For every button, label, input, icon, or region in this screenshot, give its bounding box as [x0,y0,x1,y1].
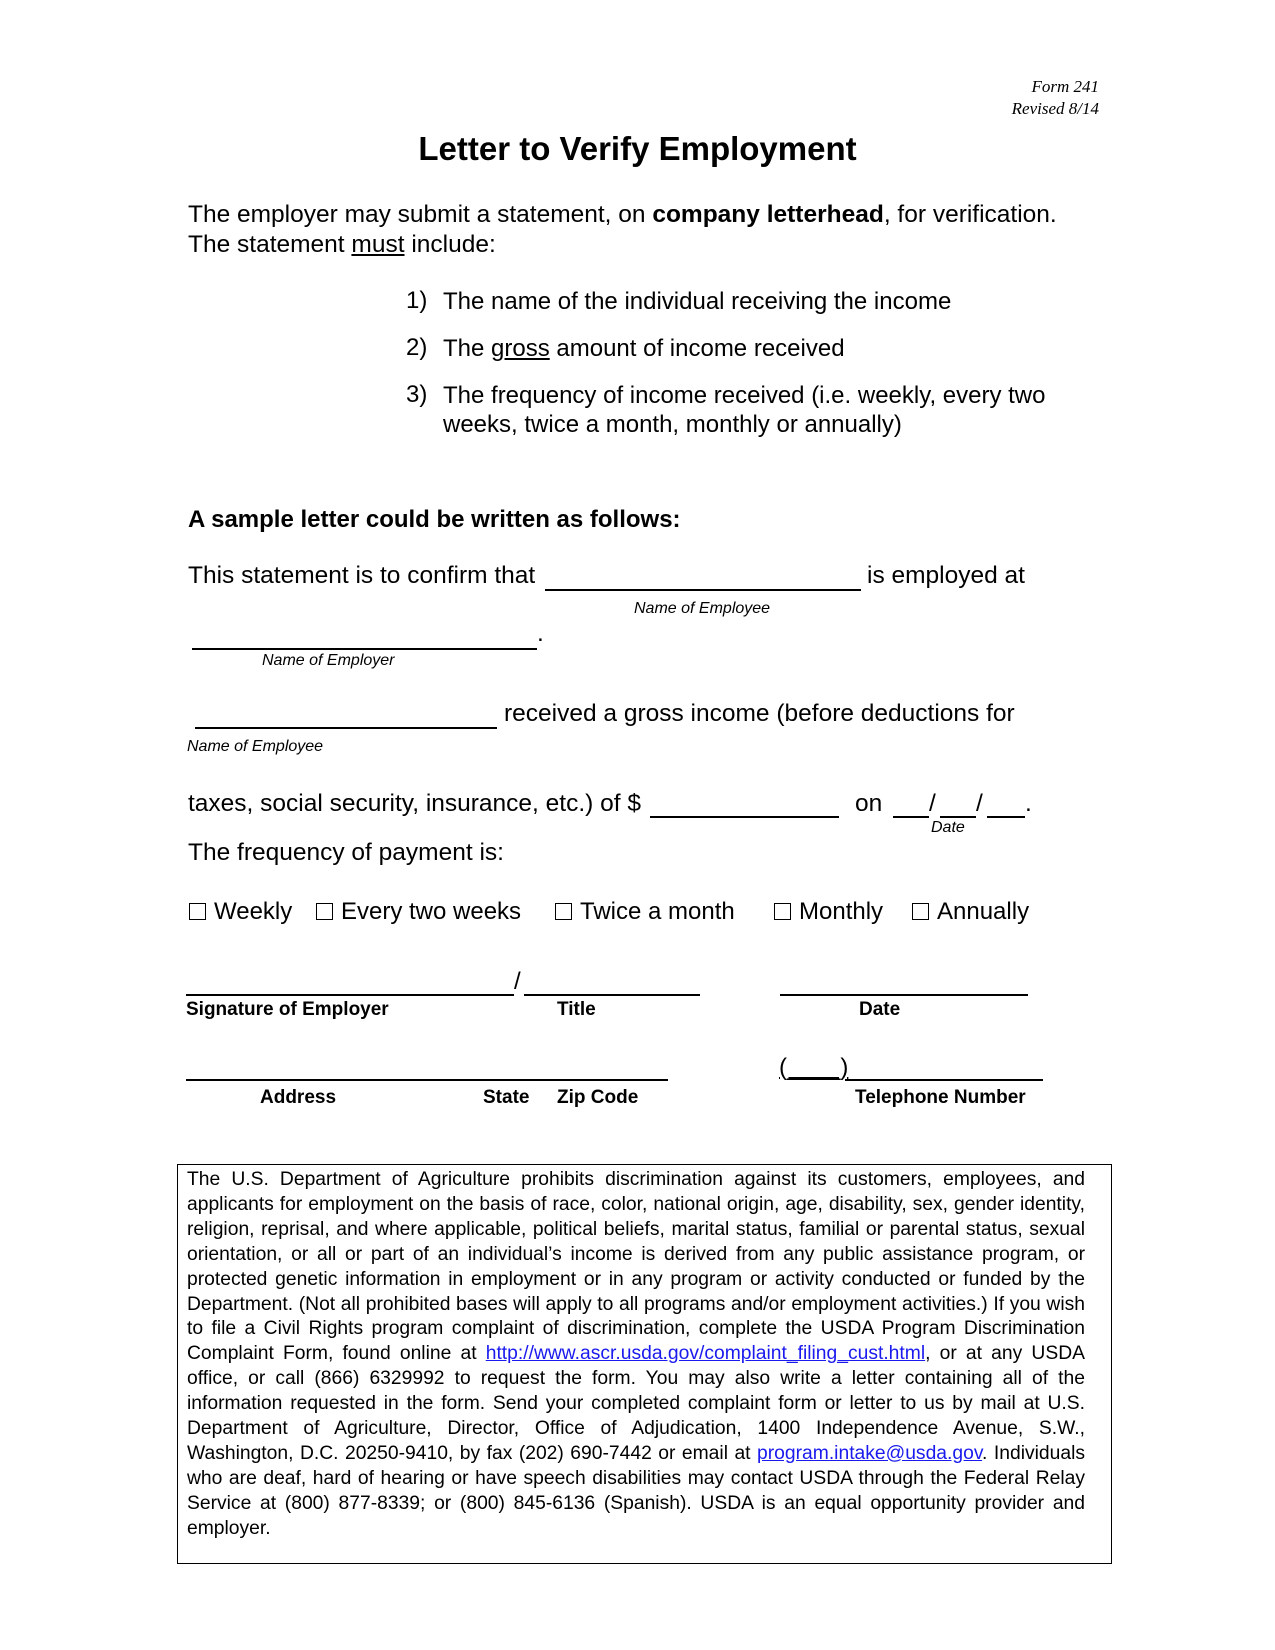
phone-area-code[interactable]: (____) [779,1054,849,1081]
checkbox-weekly[interactable] [189,903,206,920]
option-every-two-weeks-label: Every two weeks [341,898,522,925]
address-line[interactable] [186,1079,668,1081]
caption-date: Date [931,819,965,836]
employer-name-blank[interactable] [192,648,537,650]
frequency-text: The frequency of payment is: [188,839,504,866]
checkbox-every-two-weeks[interactable] [316,903,333,920]
option-annually[interactable] [912,898,1029,926]
requirement-2-underlined: gross [491,335,550,362]
intro-paragraph [188,200,1057,260]
employee-name-blank-2[interactable] [195,727,497,729]
caption-name-of-employer: Name of Employer [262,652,395,669]
signature-line[interactable] [186,994,514,996]
requirement-2-num: 2) [406,334,428,361]
checkbox-twice-a-month[interactable] [555,903,572,920]
option-weekly-label: Weekly [214,898,293,925]
date-month-blank[interactable] [893,816,929,818]
employed-at-text: is employed at [867,562,1025,589]
requirement-1-text: The name of the individual receiving the income [443,288,952,315]
caption-name-of-employee-2: Name of Employee [187,738,324,755]
intro-line2-end: include: [404,231,496,258]
requirement-3-num: 3) [406,381,428,408]
intro-underlined: must [351,231,405,258]
employer-period: . [537,620,544,647]
option-twice-a-month[interactable] [555,898,735,926]
taxes-text: taxes, social security, insurance, etc.) of $ [188,790,641,817]
intro-text-1: The employer may submit a statement, on [188,201,653,228]
signature-label: Signature of Employer [186,999,389,1020]
form-number-block [1012,76,1099,120]
received-text: received a gross income (before deductions for [504,700,1015,727]
date-year-blank[interactable] [987,816,1025,818]
checkbox-monthly[interactable] [774,903,791,920]
gross-amount-blank[interactable] [650,816,839,818]
intro-bold: company letterhead [652,201,884,228]
intro-line2-start: The statement [188,231,352,258]
confirm-text: This statement is to confirm that [188,562,536,589]
date-slash-1: / [929,790,936,817]
telephone-label: Telephone Number [855,1087,1026,1108]
date-day-blank[interactable] [940,816,976,818]
document-title: Letter to Verify Employment [418,130,857,167]
intro-text-2: , for verification. [883,201,1057,228]
sample-heading: A sample letter could be written as follows: [188,506,681,533]
complaint-form-link[interactable]: http://www.ascr.usda.gov/complaint_filing_cust.html [485,1343,926,1365]
option-monthly[interactable] [774,898,883,926]
notice-text-3: . Individuals who are deaf, hard of hearing or have speech disabilities may contact USDA through the Federal Relay Service at (800) 877-8339; or (800) 845-6136 (Spanish). USDA is an equal opportunity provider and employer. [187,1442,1085,1539]
email-link[interactable]: program.intake@usda.gov [757,1442,983,1464]
title-label: Title [557,999,596,1020]
caption-name-of-employee-1: Name of Employee [634,600,771,617]
signature-slash: / [514,968,521,995]
checkbox-annually[interactable] [912,903,929,920]
date-slash-2: / [976,790,983,817]
state-label: State [483,1087,530,1108]
employee-name-blank-1[interactable] [545,589,861,591]
date-line[interactable] [780,994,1028,996]
date-label: Date [859,999,901,1020]
notice-text-2: , or at any USDA office, or call (866) 6329992 to request the form. You may also write a letter containing all of the information requested in the form. Send your completed complaint form or letter to us by mail at U.S. Department of Agriculture, Director, Office of Adjudication, 1400 Independence Avenue, S.W., Washington, D.C. 20250-9410, by fax (202) 690-7442 or email at [187,1343,1085,1464]
title-line[interactable] [524,994,700,996]
option-annually-label: Annually [937,898,1030,925]
option-every-two-weeks[interactable] [316,898,521,926]
requirement-2-text: The gross amount of income received [443,335,845,362]
form-number: Form 241 [1031,77,1099,96]
option-twice-a-month-label: Twice a month [580,898,735,925]
requirement-3-text [443,381,1045,439]
requirement-3-line1: The frequency of income received (i.e. weekly, every two [443,382,1046,409]
address-label: Address [260,1087,337,1108]
requirement-3-line2: weeks, twice a month, monthly or annually) [443,411,902,438]
on-text: on [855,790,883,817]
nondiscrimination-notice [177,1164,1112,1564]
option-weekly[interactable] [189,898,292,926]
date-period: . [1025,790,1032,817]
revised-date: Revised 8/14 [1011,99,1099,118]
notice-text-1: The U.S. Department of Agriculture prohibits discrimination against its customers, employees, and applicants for employment on the basis of race, color, national origin, age, disability, sex, gender identity, religion, reprisal, and where applicable, political beliefs, marital status, familial or parental status, sexual orientation, or all or part of an individual’s income is derived from any public assistance program, or protected genetic information in employment or in any program or activity conducted or funded by the Department. (Not all prohibited bases will apply to all programs and/or employment activities.) If you wish to file a Civil Rights program complaint of discrimination, complete the USDA Program Discrimination Complaint Form, found online at [187,1169,1085,1365]
requirement-1-num: 1) [406,287,428,314]
phone-number-line[interactable] [845,1079,1043,1081]
zip-code-label: Zip Code [557,1087,639,1108]
option-monthly-label: Monthly [799,898,884,925]
